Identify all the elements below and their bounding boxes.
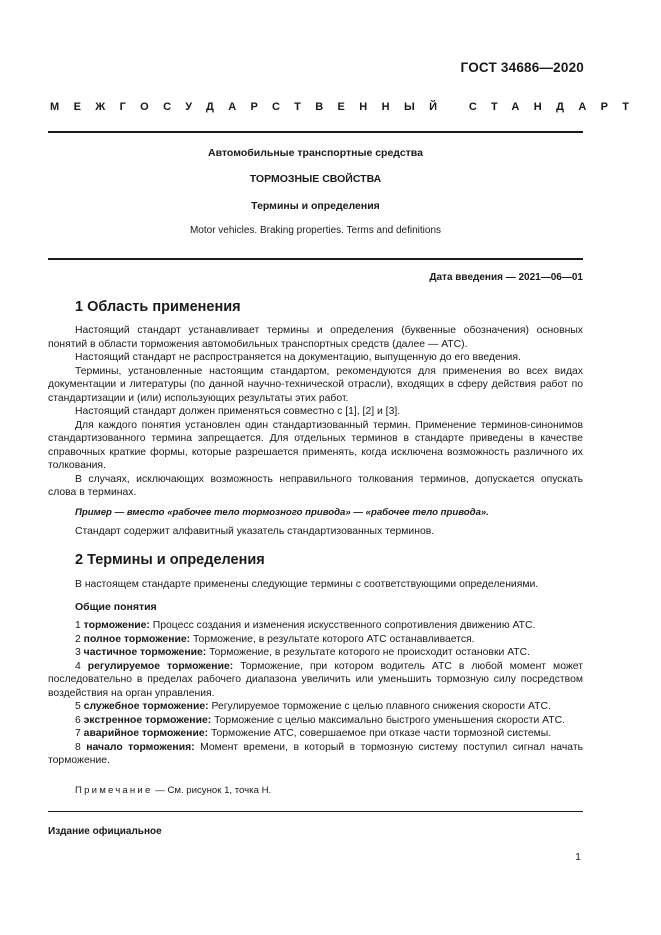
- section-1-paragraph: Настоящий стандарт должен применяться совместно с [1], [2] и [3].: [75, 406, 401, 417]
- introduction-date: Дата введения — 2021—06—01: [429, 272, 583, 283]
- section-1-paragraph: Настоящий стандарт устанавливает термины и определения (буквенные обозначения) основных понятий в области торможения автомобильных транспортных средств (далее — АТС).: [48, 325, 583, 350]
- term-definition: Регулируемое торможение с целью плавного снижения скорости АТС.: [208, 701, 551, 712]
- term-name: частичное торможение:: [83, 647, 207, 658]
- term-entry: [48, 700, 583, 714]
- term-definition: Торможение с целью максимально быстрого уменьшения скорости АТС.: [211, 714, 566, 726]
- term-number: 1: [75, 620, 81, 631]
- term-name: служебное торможение:: [83, 701, 209, 712]
- title-line-3: Термины и определения: [251, 200, 380, 212]
- section-1-paragraph: Стандарт содержит алфавитный указатель стандартизованных терминов.: [75, 526, 435, 537]
- term-name: торможение:: [83, 620, 150, 631]
- section-1-body: [48, 324, 583, 539]
- term-entry: [48, 727, 583, 741]
- standard-type: МЕЖГОСУДАРСТВЕННЫЙ СТАНДАРТ: [50, 101, 644, 113]
- title-english: Motor vehicles. Braking properties. Terms and definitions: [189, 225, 442, 236]
- title-line-1: Автомобильные транспортные средства: [208, 147, 423, 159]
- term-entry: [48, 646, 583, 660]
- term-definition: Процесс создания и изменения искусственного сопротивления движению АТС.: [149, 620, 536, 631]
- title-rule: [48, 258, 583, 260]
- term-name: начало торможения:: [86, 741, 195, 753]
- note-label: Примечание: [75, 785, 153, 796]
- term-number: 3: [75, 647, 81, 658]
- note: [75, 785, 271, 796]
- section-1-paragraph: В случаях, исключающих возможность неправильного толкования терминов, допускается опускать слова в терминах.: [48, 473, 583, 498]
- term-name: полное торможение:: [83, 633, 191, 645]
- term-definition: Торможение АТС, совершаемое при отказе части тормозной системы.: [208, 728, 552, 739]
- term-number: 8: [75, 741, 81, 753]
- term-name: экстренное торможение:: [83, 714, 212, 726]
- term-entry: [48, 714, 583, 728]
- terms-list: [48, 619, 583, 768]
- term-entry: [48, 633, 583, 647]
- term-name: аварийное торможение:: [83, 728, 209, 739]
- term-entry: [48, 619, 583, 633]
- section-1-heading: 1 Область применения: [75, 299, 241, 315]
- document-number: ГОСТ 34686—2020: [460, 60, 584, 75]
- header-rule: [48, 131, 583, 133]
- title-line-2: ТОРМОЗНЫЕ СВОЙСТВА: [249, 173, 382, 185]
- term-name: регулируемое торможение:: [87, 660, 234, 672]
- term-entry: [48, 741, 583, 768]
- term-number: 6: [75, 714, 81, 726]
- term-definition: Торможение, при котором водитель АТС в любой момент может последовательно в пределах рабочего диапазона увеличить или уменьшить тормозную силу посредством воздействия на орган управления.: [48, 660, 584, 699]
- term-definition: Момент времени, в который в тормозную систему поступил сигнал начать торможение.: [48, 741, 583, 766]
- term-definition: Торможение, в результате которого не происходит остановки АТС.: [206, 647, 531, 658]
- section-1-paragraph: Термины, установленные настоящим стандартом, рекомендуются для применения во всех видах документации и литературы (по данной научно-технической отрасли), входящих в сферу действия работ по стандартизации и (или) использующих результаты этих работ.: [48, 365, 583, 404]
- term-definition: Торможение, в результате которого АТС останавливается.: [190, 633, 475, 645]
- section-2-paragraph: В настоящем стандарте применены следующие термины с соответствующими определениями.: [75, 579, 539, 590]
- section-2-heading: 2 Термины и определения: [75, 552, 265, 568]
- footer-rule: [48, 811, 583, 812]
- term-number: 2: [75, 633, 81, 645]
- term-number: 4: [75, 660, 81, 672]
- term-number: 5: [75, 701, 81, 712]
- note-text: — См. рисунок 1, точка Н.: [152, 785, 272, 796]
- section-1-paragraph: Настоящий стандарт не распространяется на документацию, выпущенную до его введения.: [75, 352, 521, 363]
- term-entry: [48, 660, 583, 701]
- term-number: 7: [75, 728, 81, 739]
- example-text: Пример — вместо «рабочее тело тормозного привода» — «рабочее тело привода».: [75, 506, 489, 518]
- section-1-paragraph: Для каждого понятия установлен один стандартизованный термин. Применение терминов-синонимов стандартизованного термина запрещается. Для отдельных терминов в стандарте приведены в качестве справочных краткие формы, которые разрешается применять, когда исключена возможность различного их толкования.: [48, 419, 583, 471]
- section-2-intro: [48, 578, 583, 592]
- edition-label: Издание официальное: [48, 826, 162, 837]
- page-number: 1: [575, 851, 581, 863]
- subsection-heading: Общие понятия: [75, 601, 157, 613]
